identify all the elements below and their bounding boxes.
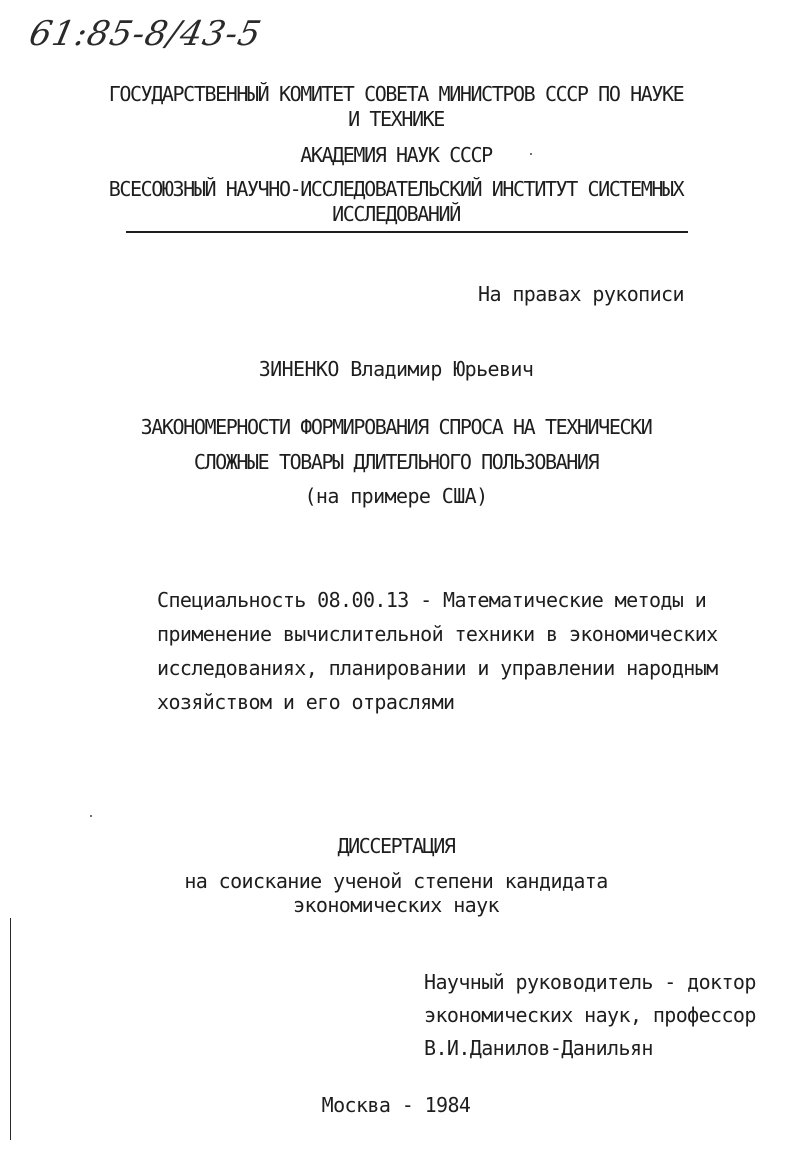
institute-line-2: ИССЛЕДОВАНИЙ [332, 202, 460, 226]
specialty-line-4: хозяйством и его отраслями [157, 690, 455, 714]
title-line-1: ЗАКОНОМЕРНОСТИ ФОРМИРОВАНИЯ СПРОСА НА ТЕХНИЧЕСКИ [140, 415, 652, 439]
degree-line-2: экономических наук [293, 893, 499, 917]
manuscript-note: На правах рукописи [478, 282, 684, 306]
supervisor-line-3: В.И.Данилов-Данильян [424, 1036, 653, 1060]
title-line-2: СЛОЖНЫЕ ТОВАРЫ ДЛИТЕЛЬНОГО ПОЛЬЗОВАНИЯ [193, 450, 599, 474]
place-year: Москва - 1984 [321, 1093, 471, 1117]
supervisor-line-1: Научный руководитель - доктор [424, 970, 756, 994]
header-divider [126, 231, 688, 233]
institute-line-1: ВСЕСОЮЗНЫЙ НАУЧНО-ИССЛЕДОВАТЕЛЬСКИЙ ИНСТИТУТ СИСТЕМНЫХ [108, 177, 684, 201]
archive-mark: 61:85-8/43-5 [25, 14, 266, 54]
speck [530, 153, 532, 155]
speck [90, 815, 92, 817]
committee-line-1: ГОСУДАРСТВЕННЫЙ КОМИТЕТ СОВЕТА МИНИСТРОВ СССР ПО НАУКЕ [108, 82, 684, 106]
specialty-line-2: применение вычислительной техники в экономических [157, 622, 718, 646]
supervisor-line-2: экономических наук, профессор [424, 1003, 756, 1027]
author-name: ЗИНЕНКО Владимир Юрьевич [258, 357, 534, 381]
degree-line-1: на соискание ученой степени кандидата [184, 869, 608, 893]
specialty-line-3: исследованиях, планировании и управлении народным [157, 656, 718, 680]
title-line-3: (на примере США) [304, 484, 488, 508]
dissertation-heading: ДИССЕРТАЦИЯ [337, 834, 455, 858]
margin-line [10, 918, 11, 1140]
academy-name: АКАДЕМИЯ НАУК СССР [300, 143, 492, 167]
committee-line-2: И ТЕХНИКЕ [348, 107, 444, 131]
specialty-line-1: Специальность 08.00.13 - Математические методы и [157, 588, 707, 612]
